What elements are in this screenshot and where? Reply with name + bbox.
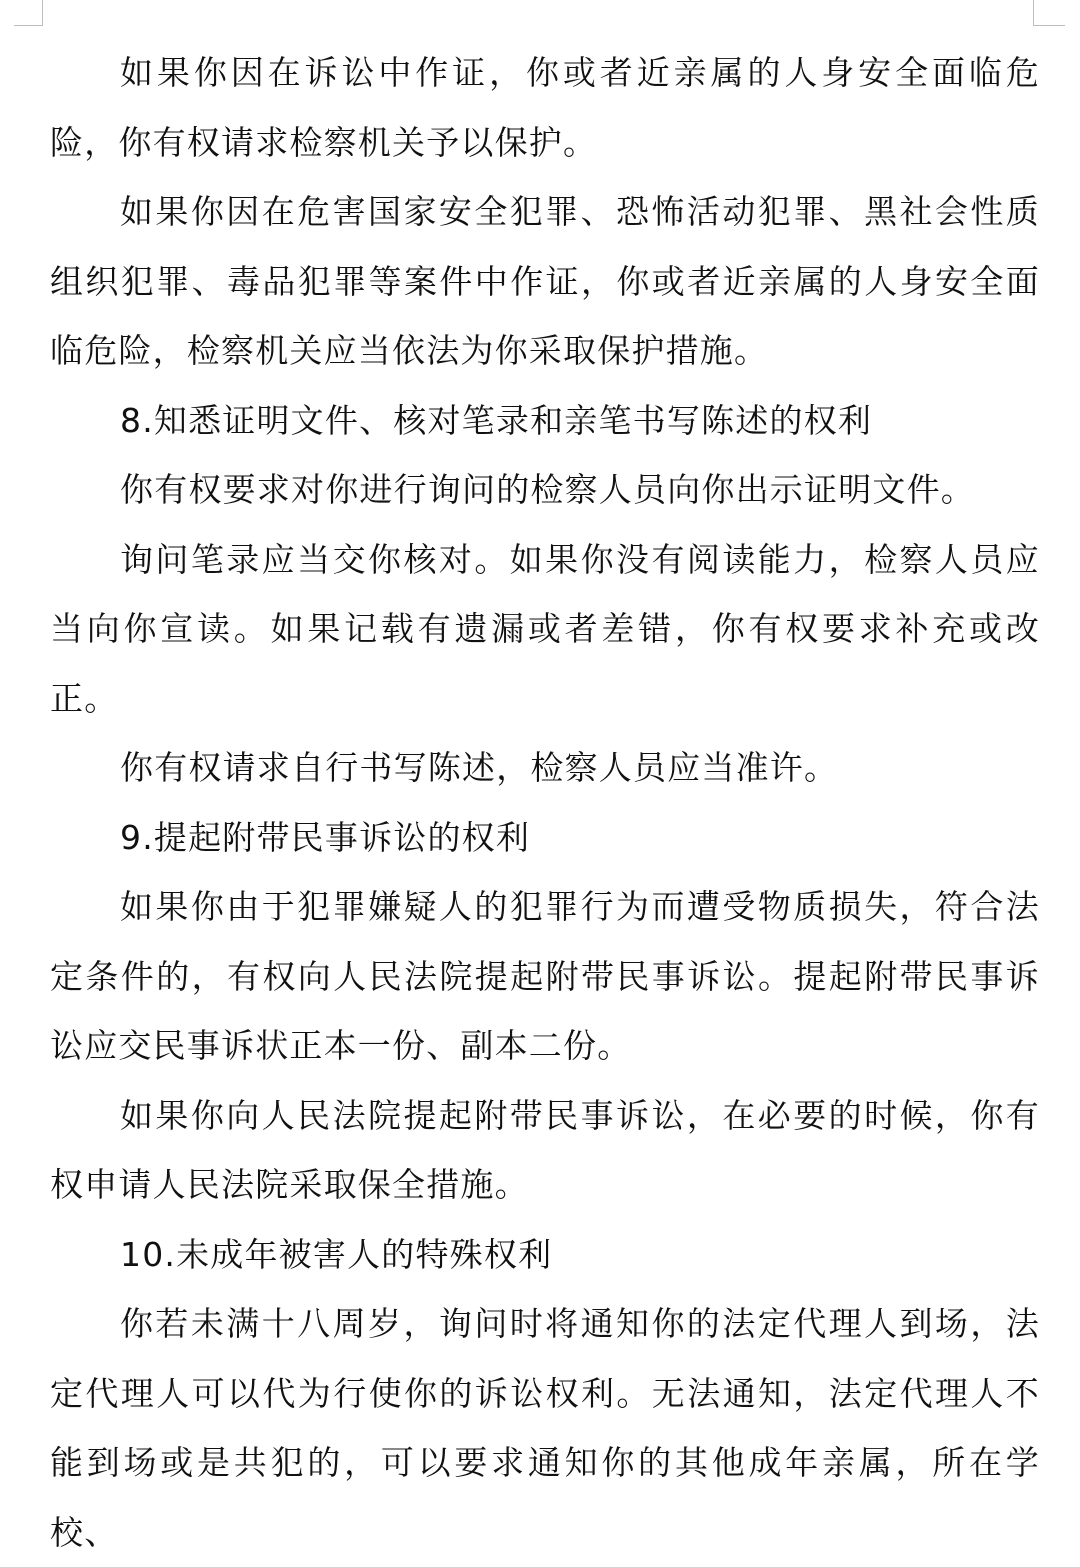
paragraph-witness-protection: 如果你因在诉讼中作证，你或者近亲属的人身安全面临危险，你有权请求检察机关予以保护。	[50, 53, 1040, 162]
section-heading-10: 10.未成年被害人的特殊权利	[120, 1234, 553, 1274]
crop-mark-top-left-vertical	[42, 0, 43, 26]
section-heading-8: 8.知悉证明文件、核对笔录和亲笔书写陈述的权利	[120, 400, 873, 440]
paragraph-civil-suit: 如果你由于犯罪嫌疑人的犯罪行为而遭受物质损失，符合法定条件的，有权向人民法院提起附带民事诉讼。提起附带民事诉讼应交民事诉状正本一份、副本二份。	[50, 887, 1040, 1065]
paragraph-certificate-request: 你有权要求对你进行询问的检察人员向你出示证明文件。	[120, 470, 975, 509]
crop-mark-top-right-horizontal	[1033, 25, 1065, 26]
crop-mark-top-right-vertical	[1033, 0, 1034, 26]
paragraph-special-case-protection: 如果你因在危害国家安全犯罪、恐怖活动犯罪、黑社会性质组织犯罪、毒品犯罪等案件中作证，你或者近亲属的人身安全面临危险，检察机关应当依法为你采取保护措施。	[50, 192, 1040, 370]
paragraph-self-written-statement: 你有权请求自行书写陈述，检察人员应当准许。	[120, 748, 839, 787]
paragraph-record-review: 询问笔录应当交你核对。如果你没有阅读能力，检察人员应当向你宣读。如果记载有遗漏或者差错，你有权要求补充或改正。	[50, 539, 1040, 718]
paragraph-minor-rights: 你若未满十八周岁，询问时将通知你的法定代理人到场，法定代理人可以代为行使你的诉讼权利。无法通知，法定代理人不能到场或是共犯的，可以要求通知你的其他成年亲属，所在学校、	[50, 1304, 1040, 1552]
section-heading-9: 9.提起附带民事诉讼的权利	[120, 817, 531, 857]
paragraph-preservation-measures: 如果你向人民法院提起附带民事诉讼，在必要的时候，你有权申请人民法院采取保全措施。	[50, 1095, 1040, 1204]
document-body	[50, 38, 1040, 1567]
crop-mark-top-left-horizontal	[14, 25, 43, 26]
